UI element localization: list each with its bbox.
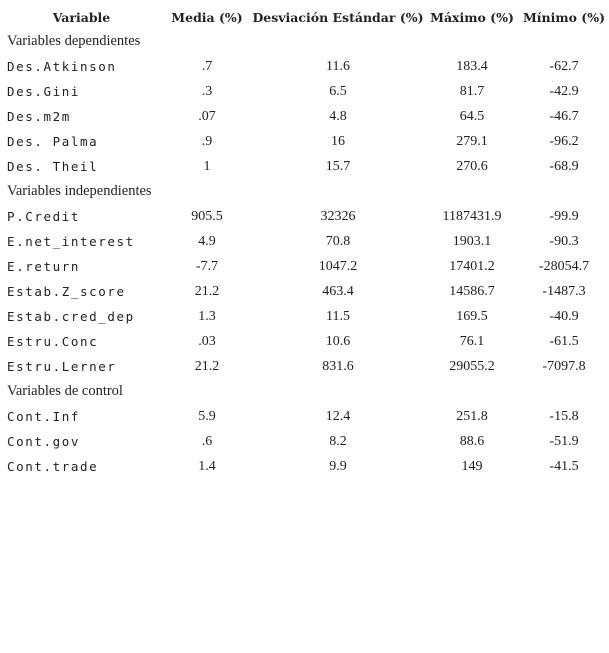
std-dev-cell: 16	[331, 133, 345, 149]
max-cell: 183.4	[456, 58, 488, 74]
table-row	[0, 429, 609, 454]
max-cell: 64.5	[459, 108, 485, 124]
max-cell: 29055.2	[449, 358, 495, 374]
variable-cell: E.return	[7, 259, 81, 274]
variable-cell: Des.Gini	[7, 84, 81, 99]
variable-cell: Cont.trade	[7, 459, 99, 474]
table-row	[0, 254, 609, 279]
min-cell: -7097.8	[542, 358, 586, 374]
mean-cell: 1.3	[198, 308, 216, 324]
table-row	[0, 79, 609, 104]
mean-cell: .6	[201, 433, 213, 449]
header-min: Mínimo (%)	[522, 9, 606, 25]
std-dev-cell: 15.7	[325, 158, 351, 174]
std-dev-cell: 831.6	[322, 358, 354, 374]
min-cell: -42.9	[549, 83, 579, 99]
mean-cell: .7	[201, 58, 213, 74]
max-cell: 169.5	[456, 308, 488, 324]
table-row	[0, 279, 609, 304]
table-row	[0, 54, 609, 79]
max-cell: 81.7	[459, 83, 485, 99]
table-row	[0, 154, 609, 179]
table-row	[0, 204, 609, 229]
variable-cell: Estab.Z_score	[7, 284, 126, 299]
std-dev-cell: 6.5	[329, 83, 347, 99]
std-dev-cell: 1047.2	[318, 258, 358, 274]
std-dev-cell: 9.9	[329, 458, 347, 474]
min-cell: -15.8	[549, 408, 579, 424]
table-row	[0, 404, 609, 429]
min-cell: -1487.3	[542, 283, 586, 299]
std-dev-cell: 70.8	[325, 233, 351, 249]
section-row	[0, 29, 609, 54]
variable-cell: Estab.cred_dep	[7, 309, 135, 324]
mean-cell: .9	[201, 133, 213, 149]
variable-cell: Cont.Inf	[7, 409, 81, 424]
header-variable: Variable	[52, 9, 111, 25]
max-cell: 251.8	[456, 408, 488, 424]
min-cell: -96.2	[549, 133, 579, 149]
max-cell: 76.1	[459, 333, 485, 349]
mean-cell: 905.5	[191, 208, 223, 224]
std-dev-cell: 32326	[320, 208, 356, 224]
mean-cell: 21.2	[194, 358, 220, 374]
variable-cell: Des. Theil	[7, 159, 99, 174]
variable-cell: Des. Palma	[7, 134, 99, 149]
variable-cell: Estru.Lerner	[7, 359, 117, 374]
mean-cell: .03	[198, 333, 216, 349]
max-cell: 88.6	[459, 433, 485, 449]
variable-cell: Cont.gov	[7, 434, 81, 449]
variable-cell: P.Credit	[7, 209, 81, 224]
min-cell: -46.7	[549, 108, 579, 124]
min-cell: -99.9	[549, 208, 579, 224]
variable-cell: Des.Atkinson	[7, 59, 117, 74]
mean-cell: -7.7	[195, 258, 219, 274]
max-cell: 270.6	[456, 158, 488, 174]
mean-cell: 1	[203, 158, 211, 174]
section-title: Variables independientes	[7, 183, 152, 199]
std-dev-cell: 12.4	[325, 408, 351, 424]
variable-cell: Estru.Conc	[7, 334, 99, 349]
min-cell: -61.5	[549, 333, 579, 349]
mean-cell: .07	[198, 108, 216, 124]
std-dev-cell: 463.4	[322, 283, 354, 299]
min-cell: -40.9	[549, 308, 579, 324]
std-dev-cell: 4.8	[329, 108, 347, 124]
header-std-dev: Desviación Estándar (%)	[252, 9, 424, 25]
table-header-row	[0, 5, 609, 29]
mean-cell: 4.9	[198, 233, 216, 249]
table-row	[0, 354, 609, 379]
mean-cell: .3	[201, 83, 213, 99]
table-body	[0, 29, 609, 479]
min-cell: -51.9	[549, 433, 579, 449]
section-row	[0, 379, 609, 404]
max-cell: 14586.7	[449, 283, 495, 299]
min-cell: -90.3	[549, 233, 579, 249]
min-cell: -41.5	[549, 458, 579, 474]
table-row	[0, 454, 609, 479]
std-dev-cell: 8.2	[329, 433, 347, 449]
section-title: Variables de control	[7, 383, 123, 399]
section-title: Variables dependientes	[7, 33, 141, 49]
table-row	[0, 104, 609, 129]
max-cell: 279.1	[456, 133, 488, 149]
min-cell: -28054.7	[538, 258, 590, 274]
mean-cell: 5.9	[198, 408, 216, 424]
table-row	[0, 304, 609, 329]
max-cell: 1187431.9	[442, 208, 502, 224]
variable-cell: Des.m2m	[7, 109, 71, 124]
mean-cell: 1.4	[198, 458, 216, 474]
table-row	[0, 329, 609, 354]
max-cell: 17401.2	[449, 258, 495, 274]
section-row	[0, 179, 609, 204]
min-cell: -62.7	[549, 58, 579, 74]
std-dev-cell: 10.6	[325, 333, 351, 349]
header-mean: Media (%)	[171, 9, 243, 25]
std-dev-cell: 11.5	[326, 308, 350, 324]
variable-cell: E.net_interest	[7, 234, 135, 249]
descriptive-statistics-table	[0, 5, 609, 479]
max-cell: 149	[461, 458, 483, 474]
table-row	[0, 129, 609, 154]
max-cell: 1903.1	[452, 233, 492, 249]
table-row	[0, 229, 609, 254]
min-cell: -68.9	[549, 158, 579, 174]
header-max: Máximo (%)	[430, 9, 514, 25]
std-dev-cell: 11.6	[326, 58, 350, 74]
mean-cell: 21.2	[194, 283, 220, 299]
